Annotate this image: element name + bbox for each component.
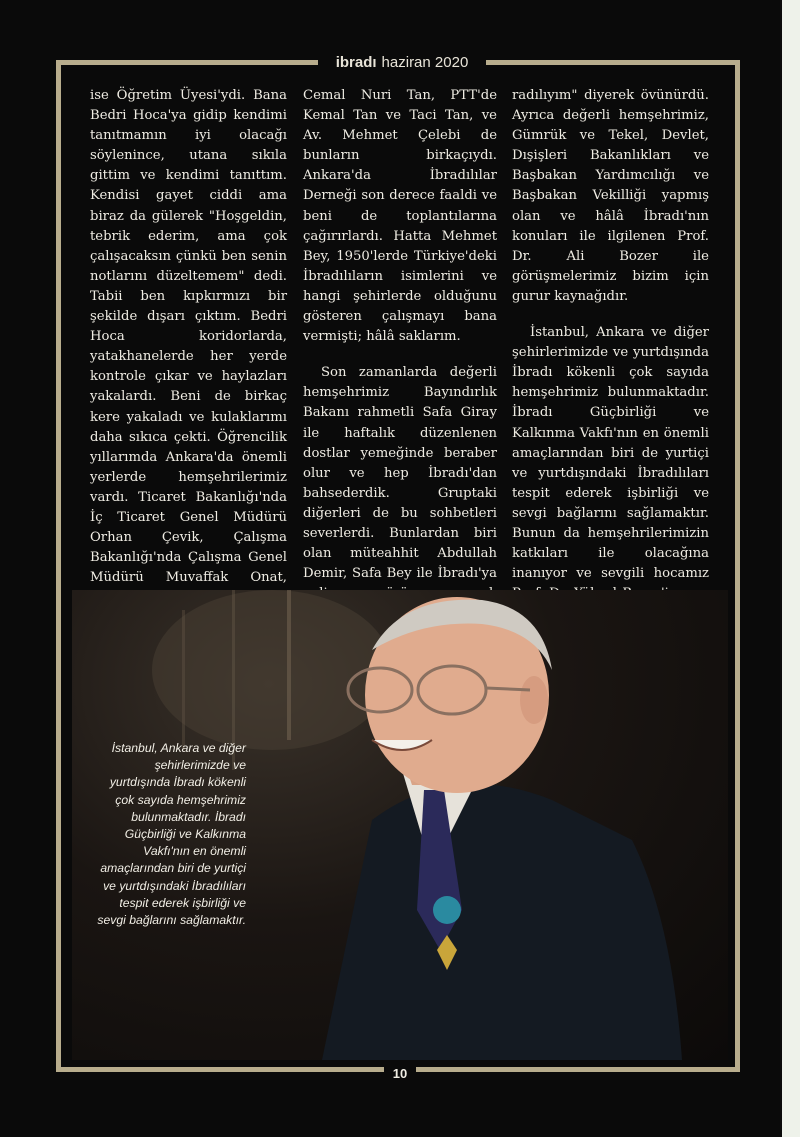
paragraph: ise Öğretim Üyesi'ydi. Bana Bedri Hoca'ya gidip kendimi tanıtmamın iyi olacağı söylenince, utana sıkıla gittim ve kendimi tanıttım. Kendisi gayet ciddi ama biraz da gülerek "Hoşgeldin, tebrik ederim, ama çok çalışacaksın çünkü ben senin notlarını düzeltemem" dedi. Tabii ben kıpkırmızı bir şekilde dışarı çıktım. Bedri Hoca koridorlarda, yatakhanelerde her yerde kontrole çıkar ve haylazları yakalardı. Beni de birkaç kere yakaladı ve kulaklarımı daha sıkıca çekti. Öğrencilik yıllarımda Ankara'da önemli yerlerde hemşehrilerimiz vardı. Ticaret Bakanlığı'nda İç Ticaret Genel Müdürü Orhan Çevik, Çalışma Bakanlığı'nda Çalışma Genel Müdürü Muvaffak Onat,	[90, 88, 287, 586]
text-column-2	[303, 86, 497, 665]
text-column-3	[512, 86, 709, 624]
photo-caption: İstanbul, Ankara ve diğer şehirlerimizde ve yurtdışında İbradı kökenli çok sayıda hemşehrimiz bulunmaktadır. İbradı Güçbirliği ve Kalkınma Vakfı'nın en önemli amaçlarından biri de yurtiçi ve yurtdışındaki İbradılıları tespit ederek işbirliği ve sevgi bağlarını sağlamaktır.	[97, 741, 246, 928]
paragraph: radılıyım" diyerek övünürdü. Ayrıca değerli hemşehrimiz, Gümrük ve Tekel, Devlet, Dışişleri Bakanlıkları ve Başbakan Yardımcılığı ve Başbakan Vekilliği yapmış olan ve hâlâ İbradı'nın konuları ile ilgilenen Prof. Dr. Ali Bozer ile görüşmelerimiz bizim için gurur kaynağıdır.	[512, 88, 709, 304]
paragraph: Cemal Nuri Tan, PTT'de Kemal Tan ve Taci Tan, ve Av. Mehmet Çelebi de bunların birkaçıydı. Ankara'da İbradılılar Derneği son derece faaldi ve beni de toplantılarına çağırırlardı. Hatta Mehmet Bey, 1950'lerde Türkiye'deki İbradılıların isimlerini ve hangi şehirlerde olduğunu gösteren çalışmayı bana vermişti; hâlâ saklarım.	[303, 88, 497, 345]
paragraph: Son zamanlarda değerli hemşehrimiz Bayındırlık Bakanı rahmetli Safa Giray ile haftalık düzenlenen dostlar yemeğinde beraber olur ve hep İbradı'dan bahsederdik. Gruptaki diğerleri de bu sohbetleri severlerdi. Bunlardan biri olan müteahhit Abdullah Demir, Safa Bey ile İbradı'ya	[303, 365, 497, 582]
page-edge-strip	[782, 0, 800, 1137]
paragraph: İstanbul, Ankara ve diğer şehirlerimizde ve yurtdışında İbradı kökenli çok sayıda hemşehrimiz bulunmaktadır. İbradı Güçbirliği ve Kalkınma Vakfı'nın en önemli amaçlarından biri de yurtiçi ve yurtdışındaki İbradılıları tespit ederek işbirliği ve sevgi bağlarını sağlamaktır. Bunun da hemşehrilerimizin katkıları ile olacağına inanıyor ve sevgili hocamız	[512, 325, 709, 582]
issue-date: haziran 2020	[381, 53, 469, 71]
running-header	[318, 50, 486, 74]
magazine-brand: ibradı	[335, 53, 377, 71]
text-column-1	[90, 86, 287, 608]
page-number: 10	[384, 1063, 416, 1083]
